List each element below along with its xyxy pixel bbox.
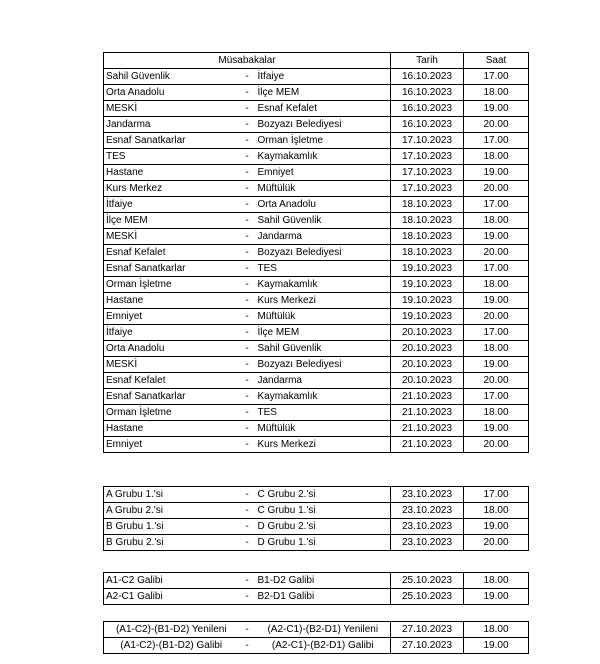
- away-team-cell: Bozyazı Belediyesi: [256, 357, 391, 373]
- match-time-cell: 18.00: [464, 341, 529, 357]
- match-row: [104, 487, 529, 503]
- match-row: [104, 197, 529, 213]
- match-time-cell: 19.00: [464, 589, 529, 605]
- away-team-cell: B2-D1 Galibi: [256, 589, 391, 605]
- match-time-cell: 20.00: [464, 535, 529, 551]
- home-team-cell: Orta Anadolu: [104, 341, 239, 357]
- match-date-cell: 16.10.2023: [391, 69, 464, 85]
- match-time-cell: 20.00: [464, 245, 529, 261]
- away-team-cell: D Grubu 2.'si: [256, 519, 391, 535]
- matches-header: Müsabakalar: [104, 53, 391, 69]
- home-team-cell: Esnaf Sanatkarlar: [104, 261, 239, 277]
- match-date-cell: 21.10.2023: [391, 405, 464, 421]
- vs-separator: -: [239, 229, 256, 245]
- home-team-cell: B Grubu 1.'si: [104, 519, 239, 535]
- match-row: [104, 503, 529, 519]
- match-row: [104, 325, 529, 341]
- away-team-cell: Bozyazı Belediyesi: [256, 245, 391, 261]
- match-date-cell: 18.10.2023: [391, 213, 464, 229]
- match-time-cell: 19.00: [464, 165, 529, 181]
- home-team-cell: MESKİ: [104, 357, 239, 373]
- vs-separator: -: [239, 437, 256, 453]
- match-time-cell: 17.00: [464, 487, 529, 503]
- away-team-cell: (A2-C1)-(B2-D1) Galibi: [256, 638, 391, 654]
- match-time-cell: 18.00: [464, 503, 529, 519]
- match-date-cell: 23.10.2023: [391, 519, 464, 535]
- home-team-cell: A1-C2 Galibi: [104, 573, 239, 589]
- home-team-cell: MESKİ: [104, 101, 239, 117]
- match-time-cell: 20.00: [464, 309, 529, 325]
- match-time-cell: 18.00: [464, 277, 529, 293]
- home-team-cell: (A1-C2)-(B1-D2) Galibi: [104, 638, 239, 654]
- match-time-cell: 17.00: [464, 133, 529, 149]
- match-time-cell: 19.00: [464, 101, 529, 117]
- home-team-cell: Kurs Merkez: [104, 181, 239, 197]
- match-time-cell: 19.00: [464, 293, 529, 309]
- match-row: [104, 535, 529, 551]
- match-time-cell: 19.00: [464, 421, 529, 437]
- group-stage-table: [103, 52, 529, 453]
- match-time-cell: 18.00: [464, 573, 529, 589]
- match-row: [104, 437, 529, 453]
- away-team-cell: İlçe MEM: [256, 325, 391, 341]
- match-row: [104, 357, 529, 373]
- away-team-cell: Kurs Merkezi: [256, 437, 391, 453]
- away-team-cell: Müftülük: [256, 181, 391, 197]
- vs-separator: -: [239, 519, 256, 535]
- vs-separator: -: [239, 69, 256, 85]
- away-team-cell: TES: [256, 405, 391, 421]
- match-row: [104, 622, 529, 638]
- home-team-cell: MESKİ: [104, 229, 239, 245]
- away-team-cell: B1-D2 Galibi: [256, 573, 391, 589]
- vs-separator: -: [239, 535, 256, 551]
- away-team-cell: Kaymakamlık: [256, 277, 391, 293]
- home-team-cell: B Grubu 2.'si: [104, 535, 239, 551]
- match-row: [104, 261, 529, 277]
- vs-separator: -: [239, 373, 256, 389]
- match-row: [104, 309, 529, 325]
- vs-separator: -: [239, 405, 256, 421]
- match-date-cell: 19.10.2023: [391, 309, 464, 325]
- match-row: [104, 69, 529, 85]
- match-time-cell: 20.00: [464, 373, 529, 389]
- away-team-cell: C Grubu 1.'si: [256, 503, 391, 519]
- vs-separator: -: [239, 487, 256, 503]
- home-team-cell: İtfaiye: [104, 325, 239, 341]
- vs-separator: -: [239, 181, 256, 197]
- vs-separator: -: [239, 589, 256, 605]
- match-row: [104, 165, 529, 181]
- match-row: [104, 373, 529, 389]
- vs-separator: -: [239, 101, 256, 117]
- match-time-cell: 18.00: [464, 149, 529, 165]
- vs-separator: -: [239, 389, 256, 405]
- quarter-final-table: [103, 486, 529, 551]
- match-date-cell: 18.10.2023: [391, 197, 464, 213]
- match-time-cell: 17.00: [464, 389, 529, 405]
- match-time-cell: 20.00: [464, 117, 529, 133]
- home-team-cell: Esnaf Sanatkarlar: [104, 133, 239, 149]
- home-team-cell: İtfaiye: [104, 197, 239, 213]
- match-date-cell: 20.10.2023: [391, 341, 464, 357]
- home-team-cell: Esnaf Kefalet: [104, 245, 239, 261]
- away-team-cell: Bozyazı Belediyesi: [256, 117, 391, 133]
- match-date-cell: 19.10.2023: [391, 293, 464, 309]
- match-date-cell: 17.10.2023: [391, 181, 464, 197]
- match-date-cell: 21.10.2023: [391, 437, 464, 453]
- vs-separator: -: [239, 213, 256, 229]
- match-row: [104, 101, 529, 117]
- vs-separator: -: [239, 85, 256, 101]
- away-team-cell: Jandarma: [256, 373, 391, 389]
- match-time-cell: 18.00: [464, 405, 529, 421]
- match-row: [104, 638, 529, 654]
- match-date-cell: 16.10.2023: [391, 101, 464, 117]
- vs-separator: -: [239, 325, 256, 341]
- away-team-cell: Müftülük: [256, 309, 391, 325]
- semi-final-table: [103, 572, 529, 605]
- vs-separator: -: [239, 277, 256, 293]
- match-date-cell: 18.10.2023: [391, 245, 464, 261]
- home-team-cell: Orman İşletme: [104, 277, 239, 293]
- match-time-cell: 17.00: [464, 197, 529, 213]
- away-team-cell: Sahil Güvenlik: [256, 213, 391, 229]
- final-table: [103, 621, 529, 654]
- match-date-cell: 23.10.2023: [391, 487, 464, 503]
- away-team-cell: İlçe MEM: [256, 85, 391, 101]
- match-date-cell: 17.10.2023: [391, 165, 464, 181]
- away-team-cell: Emniyet: [256, 165, 391, 181]
- away-team-cell: Sahil Güvenlik: [256, 341, 391, 357]
- home-team-cell: A Grubu 1.'si: [104, 487, 239, 503]
- home-team-cell: Hastane: [104, 293, 239, 309]
- match-date-cell: 20.10.2023: [391, 357, 464, 373]
- vs-separator: -: [239, 133, 256, 149]
- match-date-cell: 16.10.2023: [391, 117, 464, 133]
- away-team-cell: Kaymakamlık: [256, 389, 391, 405]
- match-time-cell: 17.00: [464, 325, 529, 341]
- away-team-cell: C Grubu 2.'si: [256, 487, 391, 503]
- home-team-cell: (A1-C2)-(B1-D2) Yenileni: [104, 622, 239, 638]
- time-header: Saat: [464, 53, 529, 69]
- match-row: [104, 293, 529, 309]
- away-team-cell: D Grubu 1.'si: [256, 535, 391, 551]
- match-row: [104, 149, 529, 165]
- match-row: [104, 229, 529, 245]
- match-date-cell: 27.10.2023: [391, 638, 464, 654]
- vs-separator: -: [239, 421, 256, 437]
- away-team-cell: Jandarma: [256, 229, 391, 245]
- vs-separator: -: [239, 357, 256, 373]
- match-date-cell: 17.10.2023: [391, 133, 464, 149]
- home-team-cell: Hastane: [104, 421, 239, 437]
- away-team-cell: Orman İşletme: [256, 133, 391, 149]
- home-team-cell: Orman İşletme: [104, 405, 239, 421]
- away-team-cell: Müftülük: [256, 421, 391, 437]
- match-row: [104, 117, 529, 133]
- match-date-cell: 17.10.2023: [391, 149, 464, 165]
- away-team-cell: (A2-C1)-(B2-D1) Yenileni: [256, 622, 391, 638]
- match-time-cell: 19.00: [464, 229, 529, 245]
- match-date-cell: 21.10.2023: [391, 389, 464, 405]
- home-team-cell: İlçe MEM: [104, 213, 239, 229]
- vs-separator: -: [239, 638, 256, 654]
- home-team-cell: Jandarma: [104, 117, 239, 133]
- home-team-cell: Orta Anadolu: [104, 85, 239, 101]
- away-team-cell: Kurs Merkezi: [256, 293, 391, 309]
- match-row: [104, 245, 529, 261]
- match-row: [104, 85, 529, 101]
- home-team-cell: Emniyet: [104, 437, 239, 453]
- match-row: [104, 421, 529, 437]
- match-date-cell: 25.10.2023: [391, 589, 464, 605]
- match-row: [104, 405, 529, 421]
- match-date-cell: 23.10.2023: [391, 535, 464, 551]
- vs-separator: -: [239, 261, 256, 277]
- match-row: [104, 341, 529, 357]
- vs-separator: -: [239, 309, 256, 325]
- match-date-cell: 19.10.2023: [391, 277, 464, 293]
- match-row: [104, 589, 529, 605]
- match-time-cell: 18.00: [464, 85, 529, 101]
- vs-separator: -: [239, 573, 256, 589]
- match-row: [104, 181, 529, 197]
- date-header: Tarih: [391, 53, 464, 69]
- home-team-cell: Sahil Güvenlik: [104, 69, 239, 85]
- match-date-cell: 20.10.2023: [391, 325, 464, 341]
- header-row: [104, 53, 529, 69]
- away-team-cell: Esnaf Kefalet: [256, 101, 391, 117]
- match-time-cell: 18.00: [464, 213, 529, 229]
- away-team-cell: İtfaiye: [256, 69, 391, 85]
- home-team-cell: A2-C1 Galibi: [104, 589, 239, 605]
- match-date-cell: 20.10.2023: [391, 373, 464, 389]
- vs-separator: -: [239, 149, 256, 165]
- home-team-cell: Esnaf Kefalet: [104, 373, 239, 389]
- away-team-cell: Orta Anadolu: [256, 197, 391, 213]
- match-row: [104, 573, 529, 589]
- match-date-cell: 23.10.2023: [391, 503, 464, 519]
- match-row: [104, 213, 529, 229]
- match-time-cell: 18.00: [464, 622, 529, 638]
- vs-separator: -: [239, 341, 256, 357]
- home-team-cell: Emniyet: [104, 309, 239, 325]
- match-time-cell: 20.00: [464, 181, 529, 197]
- match-row: [104, 389, 529, 405]
- match-date-cell: 27.10.2023: [391, 622, 464, 638]
- vs-separator: -: [239, 622, 256, 638]
- vs-separator: -: [239, 165, 256, 181]
- match-row: [104, 133, 529, 149]
- match-row: [104, 519, 529, 535]
- vs-separator: -: [239, 117, 256, 133]
- vs-separator: -: [239, 293, 256, 309]
- match-date-cell: 19.10.2023: [391, 261, 464, 277]
- match-date-cell: 21.10.2023: [391, 421, 464, 437]
- home-team-cell: Hastane: [104, 165, 239, 181]
- match-time-cell: 19.00: [464, 519, 529, 535]
- match-date-cell: 16.10.2023: [391, 85, 464, 101]
- vs-separator: -: [239, 197, 256, 213]
- match-row: [104, 277, 529, 293]
- home-team-cell: A Grubu 2.'si: [104, 503, 239, 519]
- home-team-cell: Esnaf Sanatkarlar: [104, 389, 239, 405]
- vs-separator: -: [239, 503, 256, 519]
- match-time-cell: 19.00: [464, 638, 529, 654]
- match-time-cell: 17.00: [464, 69, 529, 85]
- away-team-cell: TES: [256, 261, 391, 277]
- home-team-cell: TES: [104, 149, 239, 165]
- match-date-cell: 25.10.2023: [391, 573, 464, 589]
- match-date-cell: 18.10.2023: [391, 229, 464, 245]
- away-team-cell: Kaymakamlık: [256, 149, 391, 165]
- match-time-cell: 19.00: [464, 357, 529, 373]
- match-time-cell: 20.00: [464, 437, 529, 453]
- match-time-cell: 17.00: [464, 261, 529, 277]
- vs-separator: -: [239, 245, 256, 261]
